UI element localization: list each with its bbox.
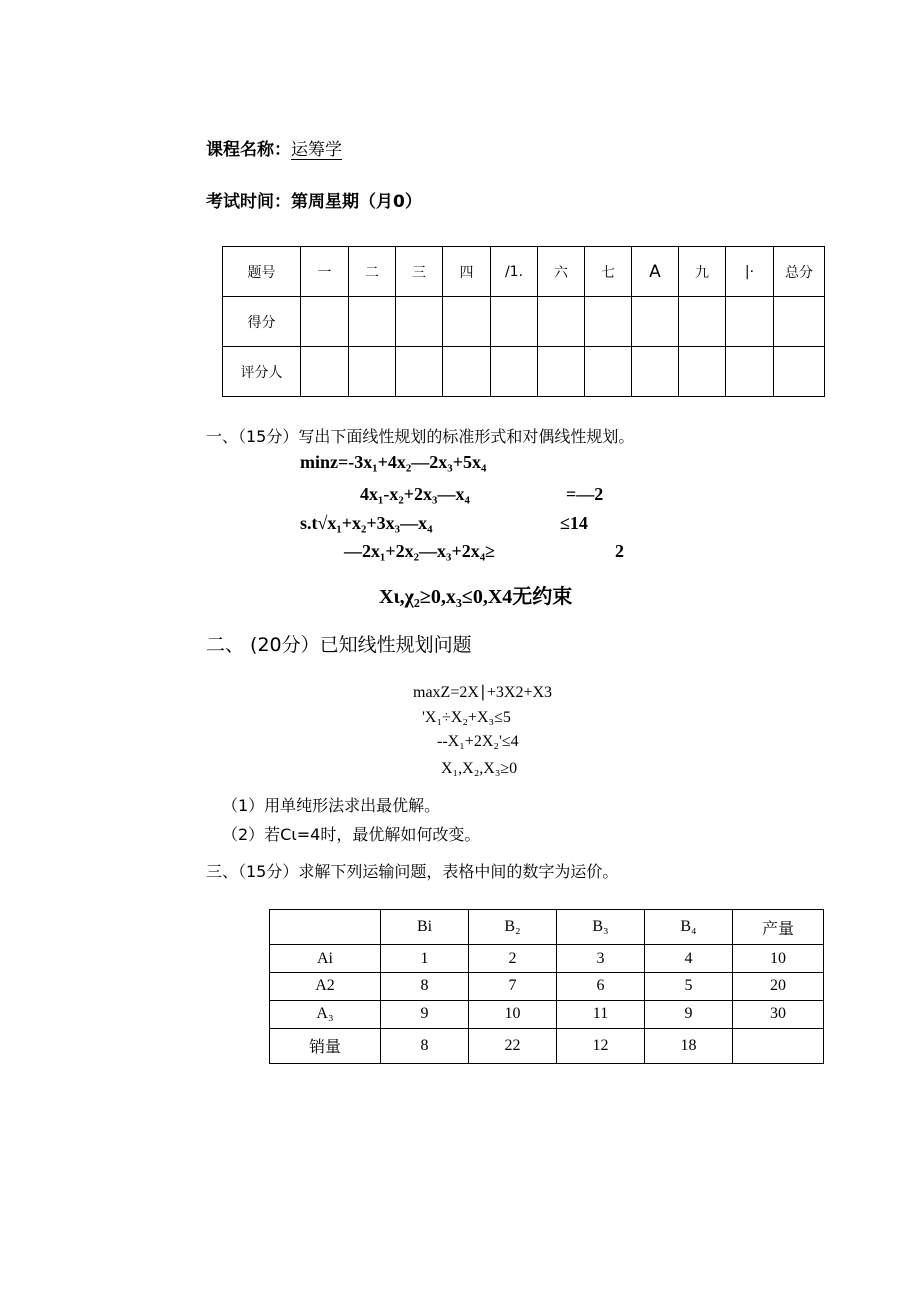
table-cell: B₄ [645,910,733,945]
table-cell [726,347,774,397]
table-cell [774,297,825,347]
table-cell [301,297,349,347]
q2-part-2: （2）若Cι=4时，最优解如何改变。 [222,825,481,844]
table-cell: 二 [349,247,396,297]
table-cell [679,297,726,347]
score-header-row [223,247,825,297]
transport-header-row [270,910,824,945]
table-cell: Bi [381,910,469,945]
table-cell: 七 [585,247,632,297]
table-cell: 1 [381,945,469,973]
course-label: 课程名称： [206,140,291,160]
table-cell: 6 [557,973,645,1001]
table-cell: 4 [645,945,733,973]
table-cell: 四 [443,247,491,297]
table-cell [301,347,349,397]
q2-constraint-2: --X₁+2X₂'≤4 [437,733,519,750]
table-row [270,973,824,1001]
table-cell [585,347,632,397]
q1-constraint-3-lhs: —2x₁+2x₂—x₃+2x₄≥ [344,541,495,561]
table-cell: 9 [381,1000,469,1028]
q1-constraint-2-lhs: s.t√x₁+x₂+3x₃—x₄ [300,513,433,533]
score-row [223,297,825,347]
table-cell [774,347,825,397]
course-value: 运筹学 [291,140,342,160]
q1-bounds: Xι,χ₂≥0,x₃≤0,X4无约束 [379,586,573,608]
table-cell [270,910,381,945]
table-cell: 8 [381,973,469,1001]
table-cell: 5 [645,973,733,1001]
table-row [270,1028,824,1063]
table-cell [632,347,679,397]
table-cell: B₃ [557,910,645,945]
table-cell: 六 [538,247,585,297]
table-cell: B₂ [469,910,557,945]
table-cell: 7 [469,973,557,1001]
transport-table [269,909,824,1064]
table-cell: Ai [270,945,381,973]
table-cell: 一 [301,247,349,297]
q2-constraint-1: 'X₁÷X₂+X₃≤5 [422,709,511,726]
q2-constraint-3: X₁,X₂,X₃≥0 [441,760,518,777]
table-cell: 2 [469,945,557,973]
table-cell: A [632,247,679,297]
table-row [270,1000,824,1028]
course-name [206,135,342,160]
table-cell: |· [726,247,774,297]
table-row [270,945,824,973]
table-cell [491,297,538,347]
q2-part-1: （1）用单纯形法求出最优解。 [222,796,441,815]
table-cell [349,347,396,397]
table-cell [538,297,585,347]
table-cell: A₃ [270,1000,381,1028]
grader-row [223,347,825,397]
table-cell: /1. [491,247,538,297]
q2-title: 二、 (20分）已知线性规划问题 [206,634,472,656]
q1-constraint-1-lhs: 4x₁-x₂+2x₃—x₄ [360,484,470,504]
table-cell: 销量 [270,1028,381,1063]
table-cell: 20 [733,973,824,1001]
exam-time: 考试时间：第周星期（月0） [206,192,422,212]
table-cell [443,297,491,347]
table-cell [396,297,443,347]
table-cell: 30 [733,1000,824,1028]
table-cell [491,347,538,397]
table-cell: 10 [469,1000,557,1028]
q1-constraint-1-rhs: =—2 [566,484,604,504]
table-cell: 22 [469,1028,557,1063]
q1-constraint-3-rhs: 2 [615,541,624,561]
q1-objective: minz=-3x₁+4x₂—2x₃+5x₄ [300,452,487,472]
table-cell [349,297,396,347]
table-cell [733,1028,824,1063]
table-cell: 8 [381,1028,469,1063]
table-cell: 题号 [223,247,301,297]
table-cell: 18 [645,1028,733,1063]
score-table [222,246,825,397]
table-cell [585,297,632,347]
table-cell: 11 [557,1000,645,1028]
table-cell: 产量 [733,910,824,945]
table-cell: 评分人 [223,347,301,397]
q2-objective: maxZ=2X∣+3X2+X3 [413,684,553,701]
table-cell [726,297,774,347]
table-cell: 总分 [774,247,825,297]
table-cell [632,297,679,347]
table-cell [396,347,443,397]
table-cell: 9 [645,1000,733,1028]
table-cell [679,347,726,397]
q1-title: 一、（15分）写出下面线性规划的标准形式和对偶线性规划。 [206,427,635,446]
table-cell [538,347,585,397]
q3-title: 三、（15分）求解下列运输问题，表格中间的数字为运价。 [206,862,619,881]
table-cell: 得分 [223,297,301,347]
table-cell: 10 [733,945,824,973]
q1-constraint-2-rhs: ≤14 [560,513,588,533]
table-cell: 三 [396,247,443,297]
table-cell: 九 [679,247,726,297]
table-cell: 12 [557,1028,645,1063]
table-cell [443,347,491,397]
table-cell: 3 [557,945,645,973]
table-cell: A2 [270,973,381,1001]
